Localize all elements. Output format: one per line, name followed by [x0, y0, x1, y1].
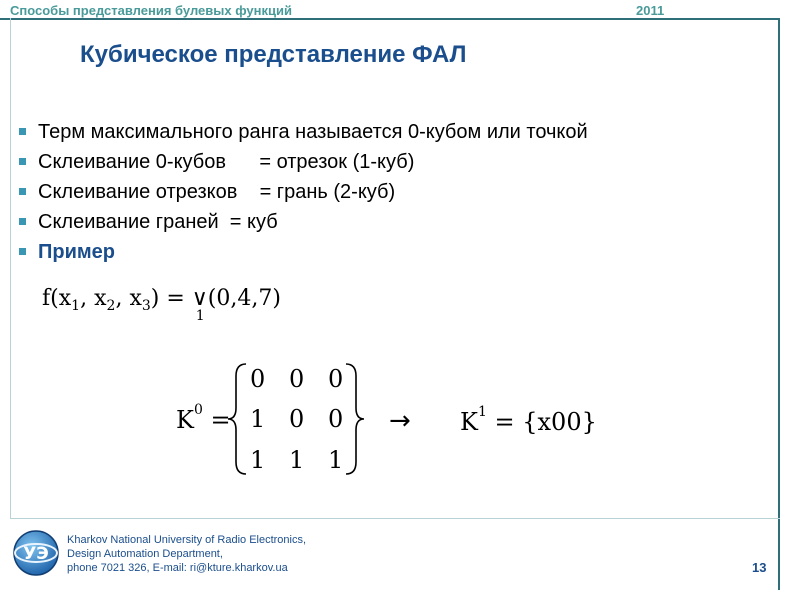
bullet-text: Склеивание отрезков = грань (2-куб) [38, 181, 396, 203]
university-logo-icon [12, 529, 60, 577]
bullet-item-example [17, 238, 588, 268]
frame-right-line [778, 18, 780, 590]
footer-contact [67, 533, 306, 575]
function-arg: x [129, 286, 142, 311]
footer-line-2: Design Automation Department, [67, 548, 223, 560]
matrix-cell: 1 [250, 446, 266, 474]
right-brace-icon [342, 362, 366, 476]
bullet-square-icon [19, 128, 26, 135]
k1-set: = {x00} [494, 408, 597, 436]
bullet-list [17, 118, 588, 268]
k1-superscript: 1 [477, 404, 487, 420]
footer-line-1: Kharkov National University of Radio Electronics, [67, 534, 307, 546]
bullet-item [17, 148, 588, 178]
bullet-text: Склеивание граней = куб [38, 211, 278, 233]
left-brace-icon [226, 362, 250, 476]
disjunction-sub: 1 [195, 308, 205, 324]
right-arrow-icon: → [389, 406, 411, 436]
bullet-text: Склеивание 0-кубов = отрезок (1-куб) [38, 151, 415, 173]
bullet-item [17, 208, 588, 238]
function-arg: x [94, 286, 107, 311]
matrix-cell: 1 [328, 446, 344, 474]
function-arg: x [58, 286, 72, 311]
function-arg-sub: 3 [141, 298, 151, 314]
disjunction-symbol: ∨ [191, 286, 208, 311]
function-arg-sub: 2 [106, 298, 116, 314]
function-name: f [42, 286, 51, 311]
footer-line-3: phone 7021 326, E-mail: ri@kture.kharkov.ua [67, 562, 288, 574]
matrix-cell: 1 [289, 446, 305, 474]
matrix-cell: 0 [328, 405, 344, 433]
frame-top-line [0, 18, 780, 20]
matrix-cell: 0 [250, 365, 266, 393]
k0-superscript: 0 [193, 402, 203, 418]
footer-divider [10, 518, 780, 519]
bullet-square-icon [19, 218, 26, 225]
bullet-text: Терм максимального ранга называется 0-кубом или точкой [38, 121, 588, 143]
k1-formula [460, 404, 597, 436]
function-formula: $f(x_1$, $x_2$, $x_3$) = ∨ 1 (0,4,7) [42, 286, 281, 324]
header-subject: Способы представления булевых функций [10, 3, 292, 18]
bullet-square-icon [19, 188, 26, 195]
matrix-cell: 1 [250, 405, 266, 433]
k1-letter: K [460, 408, 478, 436]
bullet-item [17, 118, 588, 148]
disjunction-operator [191, 286, 208, 324]
bullet-item [17, 178, 588, 208]
bullet-text: Пример [38, 241, 116, 263]
function-values: (0,4,7) [207, 286, 281, 311]
slide-title: Кубическое представление ФАЛ [80, 41, 467, 68]
header-year: 2011 [636, 3, 665, 18]
matrix-cell: 0 [289, 405, 305, 433]
k0-letter: K [176, 406, 194, 434]
k0-label: $K^0$ = [176, 402, 231, 434]
bullet-square-icon [19, 158, 26, 165]
logo-text: УЭ [23, 544, 49, 564]
bullet-square-icon [19, 248, 26, 255]
matrix-cell: 0 [289, 365, 305, 393]
page-number: 13 [752, 560, 767, 575]
frame-left-line [10, 18, 11, 518]
matrix-cell: 0 [328, 365, 344, 393]
function-arg-sub: 1 [71, 298, 81, 314]
